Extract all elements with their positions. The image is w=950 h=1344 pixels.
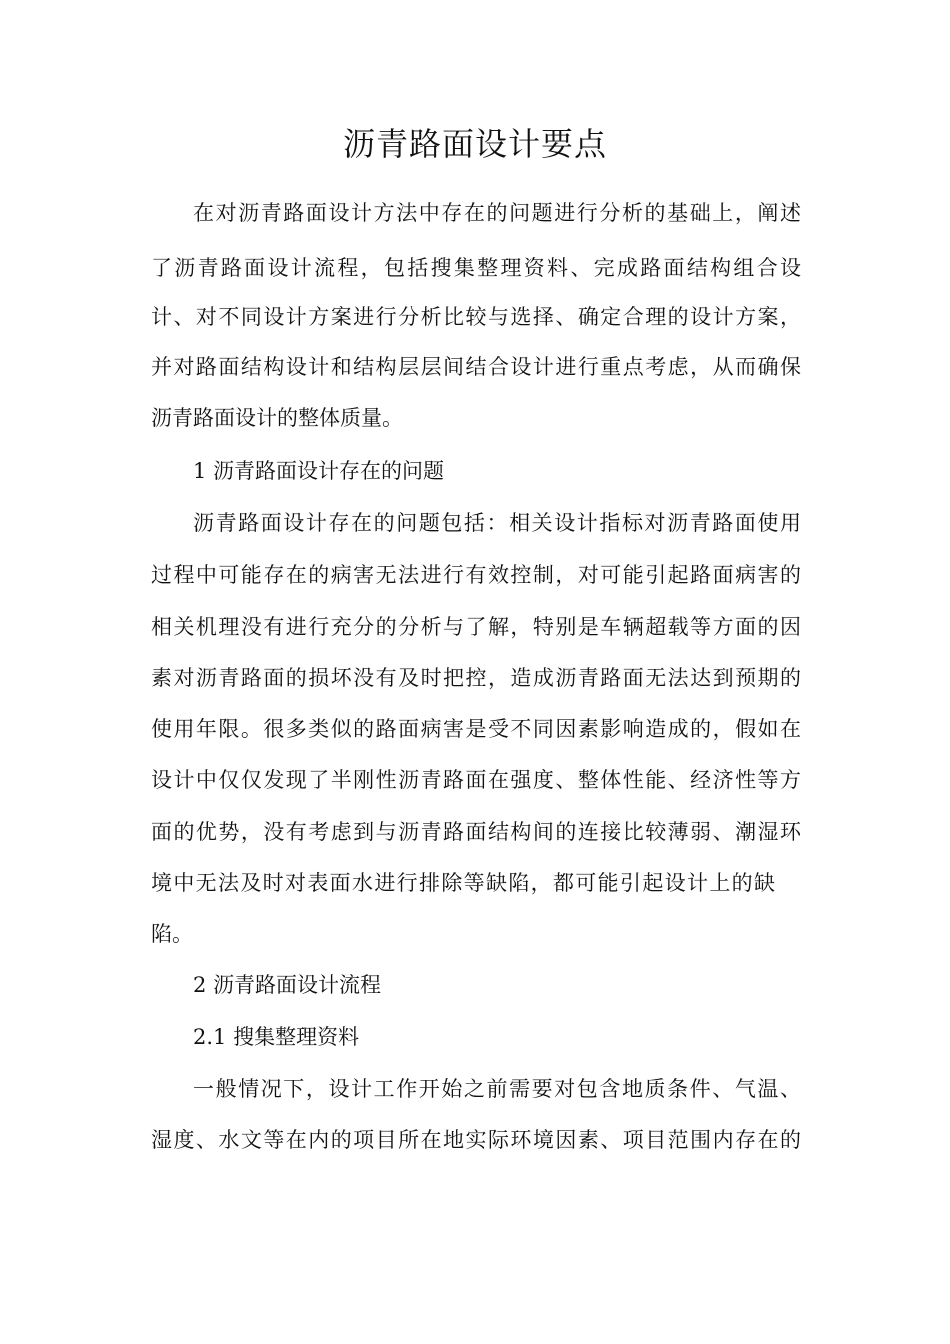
section-heading: 1 沥青路面设计存在的问题 bbox=[193, 459, 445, 483]
paragraph-line: 在对沥青路面设计方法中存在的问题进行分析的基础上，阐述 bbox=[193, 201, 801, 225]
paragraph-line: 境中无法及时对表面水进行排除等缺陷，都可能引起设计上的缺 bbox=[151, 871, 775, 895]
subsection-heading: 2.1 搜集整理资料 bbox=[193, 1025, 360, 1049]
paragraph-line: 沥青路面设计的整体质量。 bbox=[151, 406, 403, 430]
paragraph-line: 陷。 bbox=[151, 922, 193, 946]
paragraph-line: 一般情况下，设计工作开始之前需要对包含地质条件、气温、 bbox=[193, 1077, 801, 1101]
paragraph-line: 沥青路面设计存在的问题包括：相关设计指标对沥青路面使用 bbox=[193, 511, 801, 535]
section-heading: 2 沥青路面设计流程 bbox=[193, 973, 382, 997]
paragraph-line: 湿度、水文等在内的项目所在地实际环境因素、项目范围内存在的 bbox=[151, 1128, 801, 1152]
paragraph-line: 设计中仅仅发现了半刚性沥青路面在强度、整体性能、经济性等方 bbox=[151, 768, 801, 792]
paragraph-line: 使用年限。很多类似的路面病害是受不同因素影响造成的，假如在 bbox=[151, 717, 801, 741]
paragraph-line: 素对沥青路面的损坏没有及时把控，造成沥青路面无法达到预期的 bbox=[151, 666, 801, 690]
paragraph-line: 计、对不同设计方案进行分析比较与选择、确定合理的设计方案， bbox=[151, 305, 801, 329]
paragraph-line: 面的优势，没有考虑到与沥青路面结构间的连接比较薄弱、潮湿环 bbox=[151, 820, 801, 844]
paragraph-line: 相关机理没有进行充分的分析与了解，特别是车辆超载等方面的因 bbox=[151, 615, 801, 639]
paragraph-line: 过程中可能存在的病害无法进行有效控制，对可能引起路面病害的 bbox=[151, 563, 801, 587]
paragraph-line: 并对路面结构设计和结构层层间结合设计进行重点考虑，从而确保 bbox=[151, 355, 801, 379]
paragraph-line: 了沥青路面设计流程，包括搜集整理资料、完成路面结构组合设 bbox=[151, 256, 801, 280]
document-title: 沥青路面设计要点 bbox=[342, 125, 607, 163]
